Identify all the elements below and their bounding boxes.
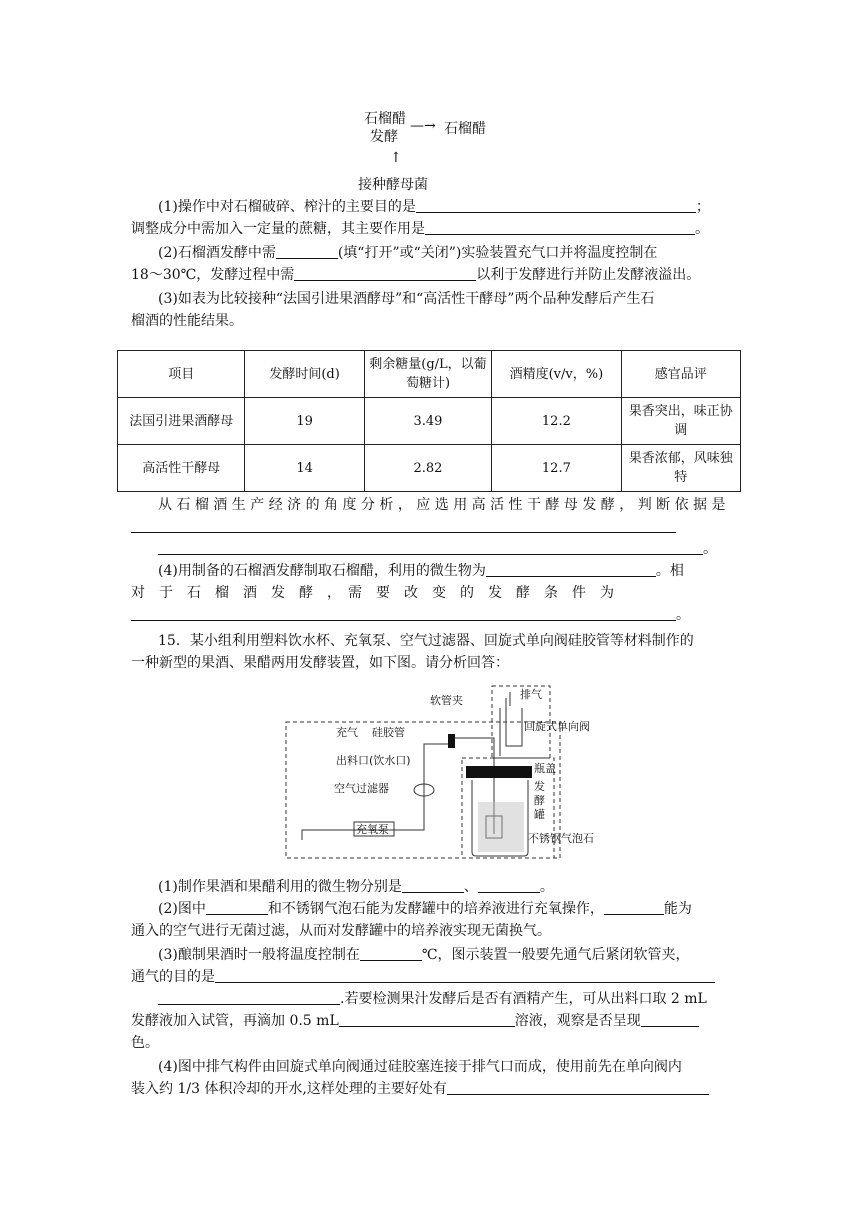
- label-ferment-2: 酵: [534, 794, 545, 807]
- flow-step-vinegar: 石榴醋: [364, 111, 406, 127]
- answer-blank[interactable]: [416, 198, 696, 213]
- table-cell: 高活性干酵母: [118, 445, 245, 492]
- answer-blank[interactable]: [447, 1080, 709, 1095]
- hose-clamp-shape: [448, 734, 455, 748]
- answer-blank[interactable]: [604, 900, 664, 915]
- answer-blank[interactable]: [486, 562, 656, 577]
- answer-blank[interactable]: [641, 1012, 699, 1027]
- q14-part1-line2: 调整成分中需加入一定量的蔗糖，其主要作用是 。: [131, 221, 709, 237]
- label-air-filter: 空气过滤器: [334, 782, 389, 795]
- table-cell: 3.49: [364, 398, 491, 445]
- q15-part3-line5: 色。: [131, 1035, 159, 1051]
- table-cell: 果香浓郁，风味独特: [621, 445, 740, 492]
- answer-blank[interactable]: [131, 606, 676, 621]
- q15-part3-line1: (3)酿制果酒时一般将温度控制在 ℃，图示装置一般要先通气后紧闭软管夹，: [158, 947, 690, 963]
- q14-part4-line3: 。: [131, 604, 731, 626]
- flow-step-ferment: 发酵: [370, 129, 398, 145]
- answer-blank[interactable]: [131, 518, 676, 533]
- table-cell: 12.7: [492, 445, 621, 492]
- q14-analysis-blank2: 。: [158, 538, 758, 560]
- label-exhaust: 排气: [520, 688, 542, 701]
- right-arrow-icon: —→: [410, 118, 436, 134]
- q15-part3-line3: .若要检测果汁发酵后是否有酒精产生，可从出料口取 2 mL: [158, 988, 758, 1010]
- q15-part2-line2: 通入的空气进行无菌过滤，从而对发酵罐中的培养液实现无菌换气。: [131, 923, 551, 939]
- q14-part3-line1: (3)如表为比较接种“法国引进果酒酵母”和“高活性干酵母”两个品种发酵后产生石: [158, 291, 655, 307]
- q15-part3-line4: 发酵液加入试管，再滴加 0.5 mL 溶液，观察是否呈现: [131, 1010, 731, 1032]
- answer-blank[interactable]: [158, 990, 340, 1005]
- table-header: 剩余糖量(g/L，以葡萄糖计): [364, 351, 491, 398]
- label-ferment-1: 发: [534, 780, 545, 793]
- q14-part2-line1: (2)石榴酒发酵中需 (填“打开”或“关闭”)实验装置充气口并将温度控制在: [158, 245, 658, 261]
- yeast-comparison-table: [117, 350, 741, 492]
- table-row: [118, 445, 741, 492]
- q15-part2-line1: (2)图中 和不锈钢气泡石能为发酵罐中的培养液进行充氧操作， 能为: [158, 901, 692, 917]
- q15-part3-line2: 通气的目的是: [131, 966, 731, 988]
- flow-result: 石榴醋: [444, 121, 486, 137]
- answer-blank[interactable]: [360, 946, 422, 961]
- q14-part4-line1: (4)用制备的石榴酒发酵制取石榴醋，利用的微生物为 。相: [158, 563, 684, 579]
- label-outlet: 出料口(饮水口): [336, 754, 411, 767]
- table-header: 发酵时间(d): [245, 351, 364, 398]
- answer-blank[interactable]: [425, 220, 695, 235]
- q14-part3-line2: 榴酒的性能结果。: [131, 313, 243, 329]
- flow-inoculate: 接种酵母菌: [358, 177, 428, 193]
- table-header: 项目: [118, 351, 245, 398]
- answer-blank[interactable]: [339, 1012, 515, 1027]
- table-header: 感官品评: [621, 351, 740, 398]
- process-flow: [352, 104, 532, 204]
- answer-blank[interactable]: [276, 244, 338, 259]
- answer-blank[interactable]: [215, 968, 715, 983]
- answer-blank[interactable]: [402, 878, 464, 893]
- answer-blank[interactable]: [478, 878, 540, 893]
- table-header-row: [118, 351, 741, 398]
- bottle-cap-shape: [466, 766, 532, 778]
- table-header: 酒精度(v/v，%): [492, 351, 621, 398]
- table-row: [118, 398, 741, 445]
- q14-analysis-line: 从 石 榴 酒 生 产 经 济 的 角 度 分 析 ， 应 选 用 高 活 性 干 酵 母 发 酵 ， 判 断 依 据 是: [158, 497, 726, 513]
- label-bottle-cap: 瓶盖: [534, 762, 556, 775]
- q14-part4-line2: 对 于 石 榴 酒 发 酵 ， 需 要 改 变 的 发 酵 条 件 为: [131, 585, 614, 601]
- answer-blank[interactable]: [206, 900, 268, 915]
- label-bubble-stone: 不锈钢气泡石: [528, 832, 594, 845]
- answer-blank[interactable]: [158, 540, 703, 555]
- q15-part4-line2: 装入约 1/3 体积冷却的开水,这样处理的主要好处有: [131, 1078, 731, 1100]
- culture-liquid: [478, 802, 524, 852]
- q15-part1: (1)制作果酒和果醋利用的微生物分别是 、 。: [158, 879, 554, 895]
- q14-analysis-blank1: [131, 516, 731, 538]
- up-arrow-icon: ↑: [390, 150, 402, 166]
- label-aerate: 充气: [336, 726, 358, 739]
- q14-part1-line1: (1)操作中对石榴破碎、榨汁的主要目的是 ；: [158, 199, 710, 215]
- q15-part4-line1: (4)图中排气构件由回旋式单向阀通过硅胶塞连接于排气口而成，使用前先在单向阀内: [158, 1059, 682, 1075]
- answer-blank[interactable]: [294, 266, 476, 281]
- fermentation-apparatus-diagram: [284, 684, 594, 864]
- table-cell: 2.82: [364, 445, 491, 492]
- table-cell: 果香突出，味正协调: [621, 398, 740, 445]
- label-oxygen-pump: 充氧泵: [356, 823, 389, 836]
- q14-part2-line2: 18～30℃，发酵过程中需 以利于发酵进行并防止发酵液溢出。: [131, 267, 701, 283]
- table-cell: 14: [245, 445, 364, 492]
- table-cell: 法国引进果酒酵母: [118, 398, 245, 445]
- label-hose-clamp: 软管夹: [430, 694, 463, 707]
- label-ferment-3: 罐: [534, 808, 545, 821]
- label-one-way-valve: 回旋式单向阀: [524, 720, 590, 733]
- table-cell: 19: [245, 398, 364, 445]
- label-silicone-tube: 硅胶管: [372, 726, 405, 739]
- table-cell: 12.2: [492, 398, 621, 445]
- q15-intro-line1: 15．某小组利用塑料饮水杯、充氧泵、空气过滤器、回旋式单向阀硅胶管等材料制作的: [158, 633, 694, 649]
- q15-intro-line2: 一种新型的果酒、果醋两用发酵装置，如下图。请分析回答：: [131, 655, 509, 671]
